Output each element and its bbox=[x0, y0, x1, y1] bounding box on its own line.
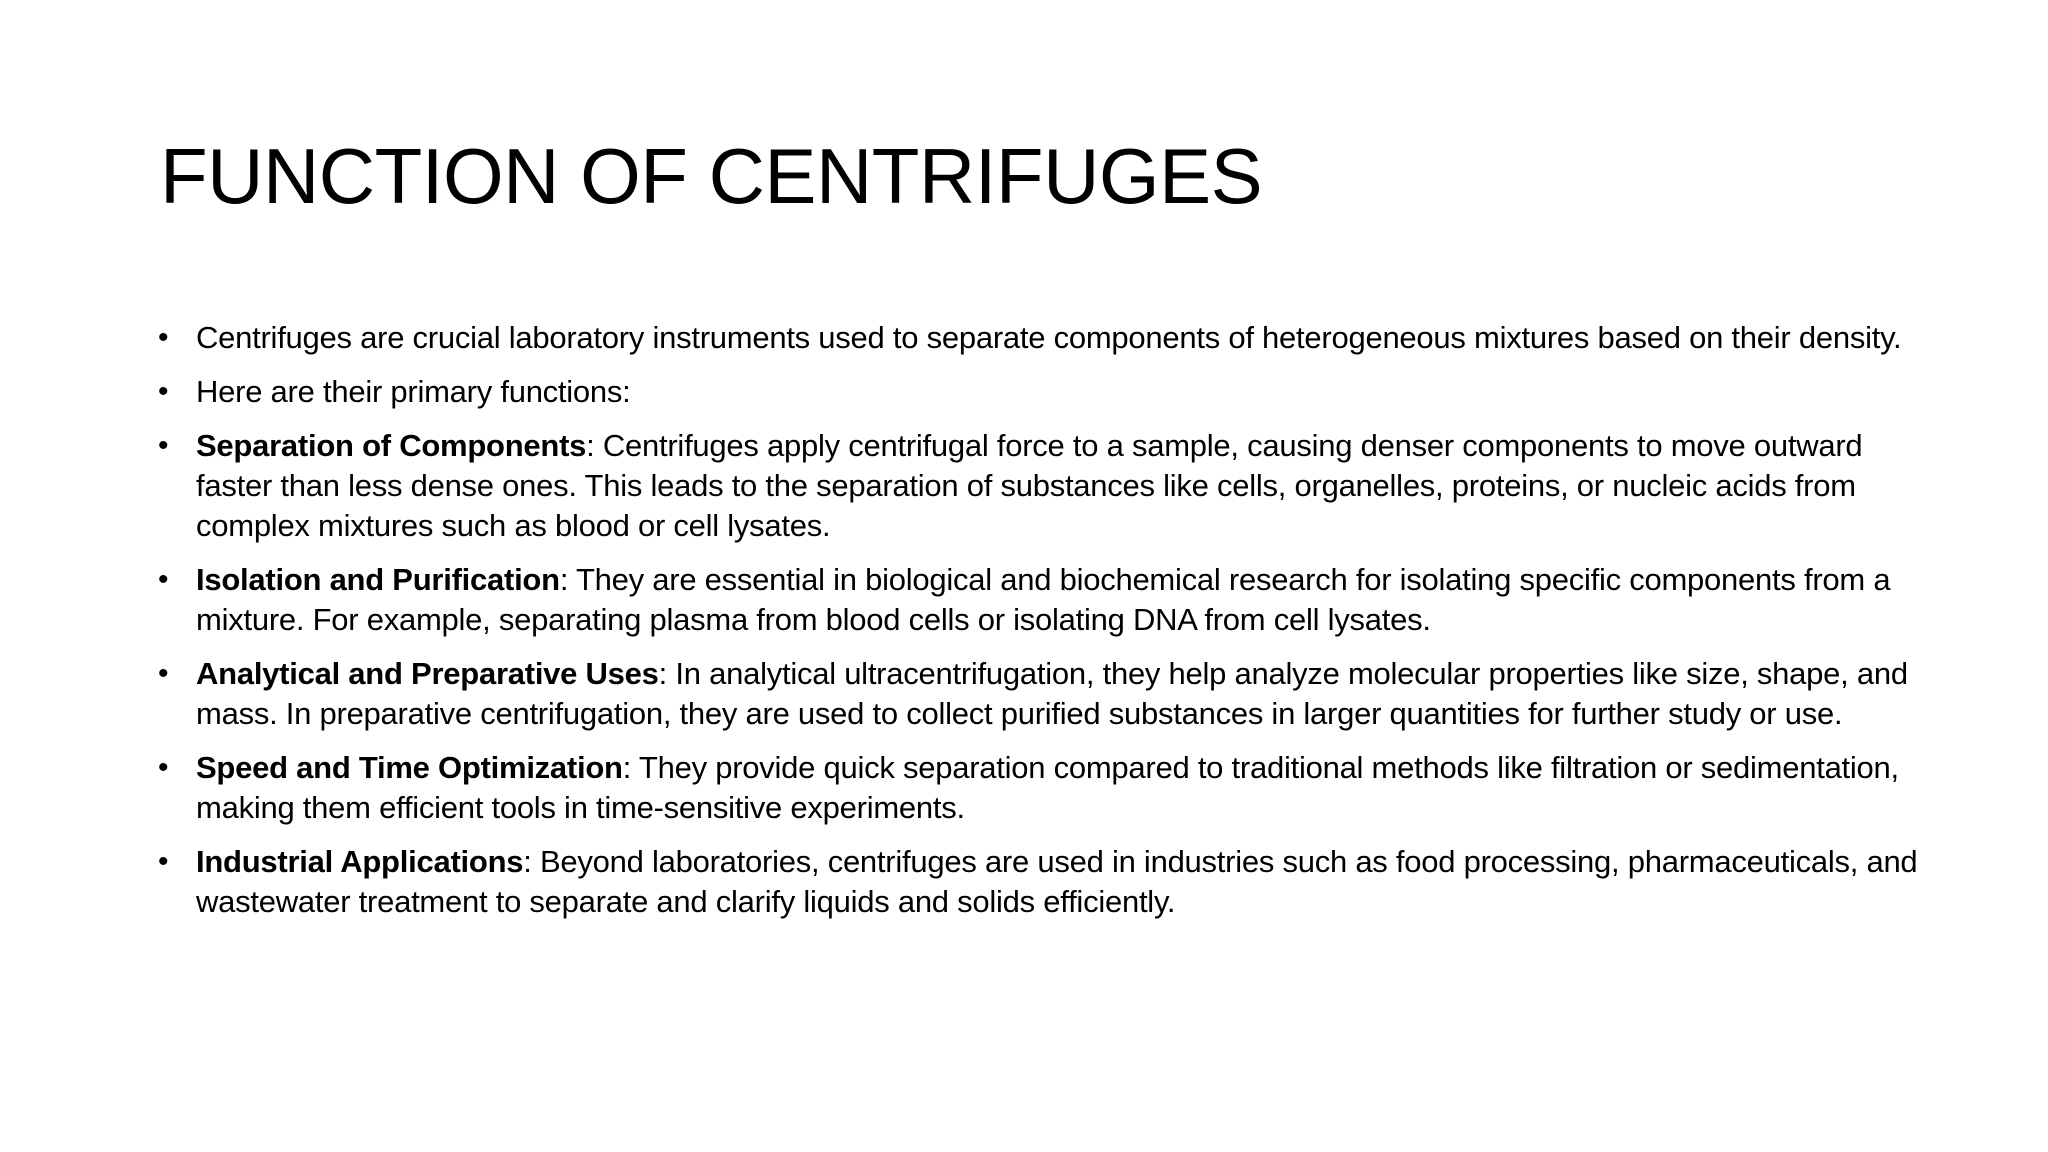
list-item bbox=[158, 426, 1918, 546]
bullet-icon: • bbox=[158, 563, 169, 596]
item-separator: : bbox=[586, 428, 603, 463]
item-separator: : bbox=[559, 562, 576, 597]
item-text: They provide quick separation compared to traditional methods like filtration or sedimentation, making them efficient tools in time-sensitive experiments. bbox=[196, 750, 1899, 825]
item-separator: : bbox=[523, 844, 540, 879]
item-text: In analytical ultracentrifugation, they help analyze molecular properties like size, shape, and mass. In preparative centrifugation, they are used to collect purified substances in larger quantities for further study or use. bbox=[196, 656, 1908, 731]
list-item bbox=[158, 842, 1918, 922]
item-text: Centrifuges are crucial laboratory instruments used to separate components of heterogeneous mixtures based on their density. bbox=[196, 320, 1902, 355]
item-text: Beyond laboratories, centrifuges are used in industries such as food processing, pharmaceuticals, and wastewater treatment to separate and clarify liquids and solids efficiently. bbox=[196, 844, 1918, 919]
item-text: They are essential in biological and biochemical research for isolating specific components from a mixture. For example, separating plasma from blood cells or isolating DNA from cell lysates. bbox=[196, 562, 1891, 637]
item-separator: : bbox=[622, 750, 639, 785]
bullet-icon: • bbox=[158, 657, 169, 690]
bullet-list bbox=[158, 318, 1918, 936]
item-text: Here are their primary functions: bbox=[196, 374, 631, 409]
bullet-icon: • bbox=[158, 845, 169, 878]
item-text: Centrifuges apply centrifugal force to a sample, causing denser components to move outward faster than less dense ones. This leads to the separation of substances like cells, organelles, proteins, or nucleic acids from complex mixtures such as blood or cell lysates. bbox=[196, 428, 1863, 543]
item-label: Industrial Applications bbox=[196, 844, 524, 879]
bullet-icon: • bbox=[158, 321, 169, 354]
bullet-icon: • bbox=[158, 429, 169, 462]
bullet-icon: • bbox=[158, 751, 169, 784]
list-item bbox=[158, 318, 1918, 358]
item-label: Isolation and Purification bbox=[196, 562, 560, 597]
list-item bbox=[158, 654, 1918, 734]
item-label: Analytical and Preparative Uses bbox=[196, 656, 659, 691]
item-label: Speed and Time Optimization bbox=[196, 750, 623, 785]
item-label: Separation of Components bbox=[196, 428, 587, 463]
list-item bbox=[158, 748, 1918, 828]
bullet-icon: • bbox=[158, 375, 169, 408]
list-item bbox=[158, 560, 1918, 640]
slide-title: FUNCTION OF CENTRIFUGES bbox=[160, 132, 1263, 220]
item-separator: : bbox=[658, 656, 676, 691]
list-item bbox=[158, 372, 1918, 412]
